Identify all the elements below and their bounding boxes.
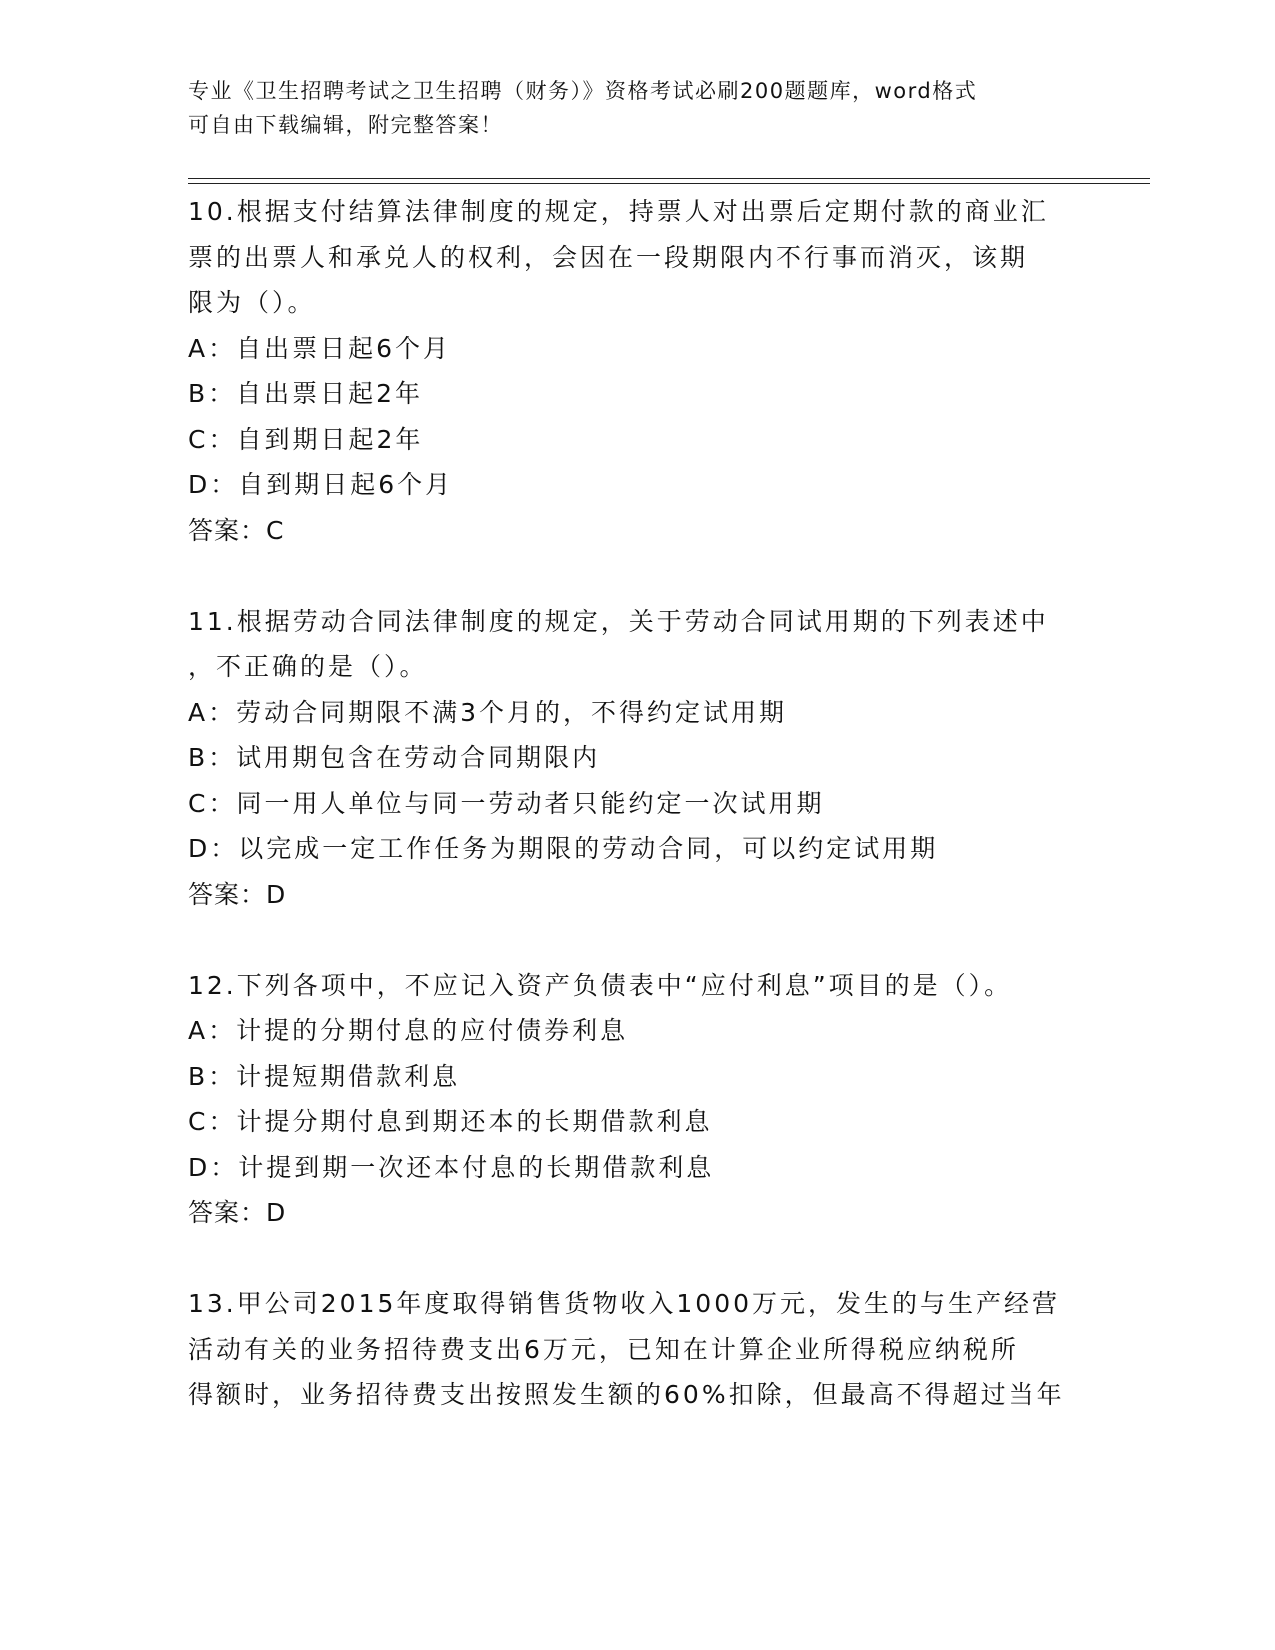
option-d: D：自到期日起6个月	[188, 470, 454, 499]
option-c: C：计提分期付息到期还本的长期借款利息	[188, 1107, 713, 1136]
option-c: C：自到期日起2年	[188, 424, 424, 454]
question-11	[188, 599, 1108, 918]
question-text-line: ，不正确的是（）。	[188, 652, 428, 681]
question-text-line: 限为（）。	[188, 288, 316, 317]
header-line-2: 可自由下载编辑，附完整答案！	[188, 113, 503, 137]
answer: 答案：C	[188, 515, 285, 545]
question-spacer	[188, 917, 1108, 963]
question-text-line: 10.根据支付结算法律制度的规定，持票人对出票后定期付款的商业汇	[188, 197, 1049, 226]
question-spacer	[188, 1236, 1108, 1282]
question-spacer	[188, 553, 1108, 599]
question-text-line: 12.下列各项中，不应记入资产负债表中“应付利息”项目的是（）。	[188, 970, 1013, 1000]
question-text-line: 票的出票人和承兑人的权利，会因在一段期限内不行事而消灭，该期	[188, 242, 1029, 272]
header-line-1: 专业《卫生招聘考试之卫生招聘（财务）》资格考试必刷200题题库，word格式	[188, 79, 978, 103]
header-rule-top	[188, 178, 1150, 179]
option-d: D：以完成一定工作任务为期限的劳动合同，可以约定试用期	[188, 834, 939, 863]
option-c: C：同一用人单位与同一劳动者只能约定一次试用期	[188, 788, 825, 818]
option-d: D：计提到期一次还本付息的长期借款利息	[188, 1152, 715, 1182]
question-list	[188, 189, 1108, 1418]
option-b: B：计提短期借款利息	[188, 1061, 461, 1091]
header-rule-bottom	[188, 183, 1150, 184]
question-12	[188, 963, 1108, 1236]
question-text-line: 13.甲公司2015年度取得销售货物收入1000万元，发生的与生产经营	[188, 1289, 1061, 1318]
question-text-line: 11.根据劳动合同法律制度的规定，关于劳动合同试用期的下列表述中	[188, 606, 1049, 636]
question-text-line: 得额时，业务招待费支出按照发生额的60%扣除，但最高不得超过当年	[188, 1380, 1065, 1409]
option-a: A：计提的分期付息的应付债券利息	[188, 1016, 629, 1045]
answer: 答案：D	[188, 879, 287, 909]
question-text-line: 活动有关的业务招待费支出6万元，已知在计算企业所得税应纳税所	[188, 1334, 1019, 1364]
option-b: B：试用期包含在劳动合同期限内	[188, 743, 601, 772]
question-13	[188, 1281, 1108, 1418]
document-header	[188, 74, 1088, 142]
question-10	[188, 189, 1108, 553]
option-a: A：自出票日起6个月	[188, 333, 452, 363]
option-b: B：自出票日起2年	[188, 379, 424, 408]
answer: 答案：D	[188, 1198, 287, 1227]
option-a: A：劳动合同期限不满3个月的，不得约定试用期	[188, 697, 788, 727]
